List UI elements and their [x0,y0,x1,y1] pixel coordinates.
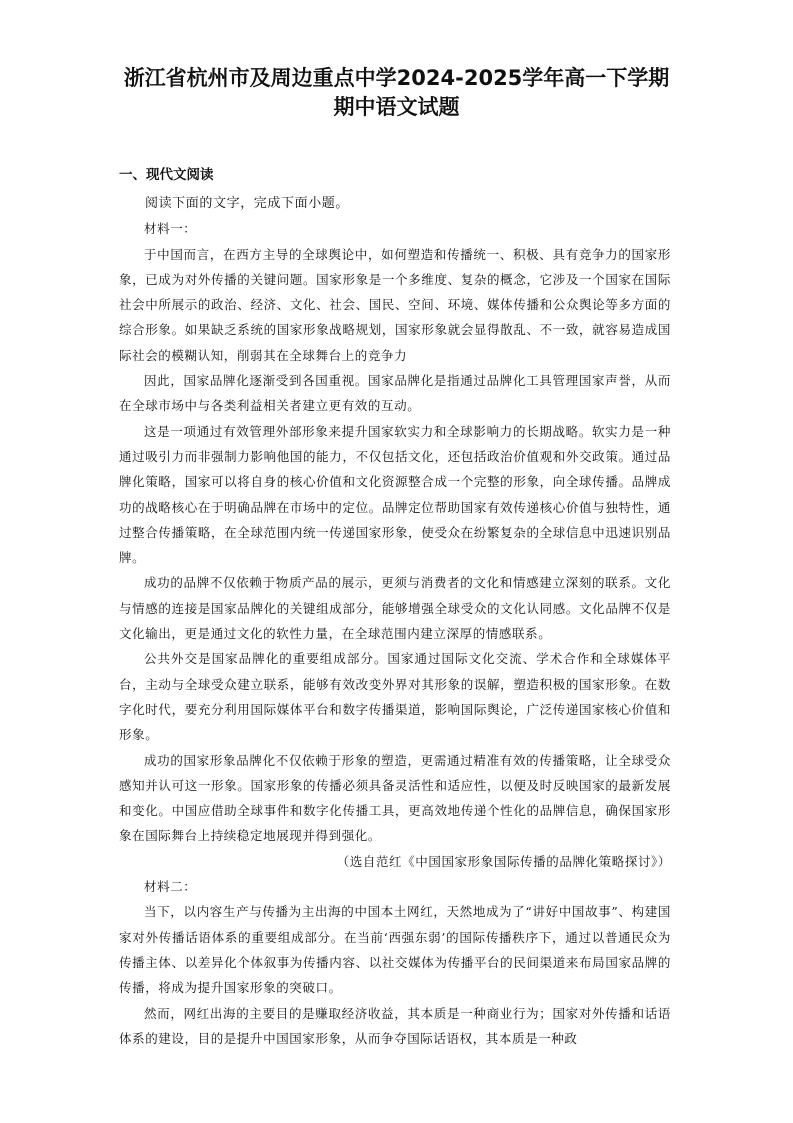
material-1-paragraph: 这是一项通过有效管理外部形象来提升国家软实力和全球影响力的长期战略。软实力是一种通过吸引力而非强制力影响他国的能力，不仅包括文化，还包括政治价值观和外交政策。通过品牌化策略，国家可以将自身的核心价值和文化资源整合成一个完整的形象，向全球传播。品牌成功的战略核心在于明确品牌在市场中的定位。品牌定位帮助国家有效传递核心价值与独特性，通过整合传播策略，在全球范围内统一传递国家形象，使受众在纷繁复杂的全球信息中迅速识别品牌。 [119,423,671,566]
material-2-label: 材料二： [144,879,197,895]
material-2-paragraph: 然而，网红出海的主要目的是赚取经济收益，其本质是一种商业行为；国家对外传播和话语体系的建设，目的是提升中国国家形象，从而争夺国际话语权，其本质是一种政 [119,1005,671,1046]
material-1-source: （选自范红《中国国家形象国际传播的品牌化策略探讨》） [336,853,671,869]
title-line-2: 期中语文试题 [333,95,460,119]
document-title [80,64,713,122]
section-heading: 一、现代文阅读 [119,167,214,183]
material-1-paragraph: 于中国而言，在西方主导的全球舆论中，如何塑造和传播统一、积极、具有竞争力的国家形象，已成为对外传播的关键问题。国家形象是一个多维度、复杂的概念，它涉及一个国家在国际社会中所展示的政治、经济、文化、社会、国民、空间、环境、媒体传播和公众舆论等多方面的综合形象。如果缺乏系统的国家形象战略规划，国家形象就会显得散乱、不一致，就容易造成国际社会的模糊认知，削弱其在全球舞台上的竞争力 [119,246,671,363]
title-line-1: 浙江省杭州市及周边重点中学2024-2025学年高一下学期 [123,66,670,90]
material-1-paragraph: 成功的国家形象品牌化不仅依赖于形象的塑造，更需通过精准有效的传播策略，让全球受众感知并认可这一形象。国家形象的传播必须具备灵活性和适应性，以便及时反映国家的最新发展和变化。中国应借助全球事件和数字化传播工具，更高效地传递个性化的品牌信息，确保国家形象在国际舞台上持续稳定地展现并得到强化。 [119,752,671,844]
material-2-paragraph: 当下，以内容生产与传播为主出海的中国本土网红，天然地成为了“讲好中国故事”、构建国家对外传播话语体系的重要组成部分。在当前‘西强东弱’的国际传播秩序下，通过以普通民众为传播主体、以差异化个体叙事为传播内容、以社交媒体为传播平台的民间渠道来布局国家品牌的传播，将成为提升国家形象的突破口。 [119,904,671,996]
reading-passage [119,191,671,1051]
material-1-paragraph: 公共外交是国家品牌化的重要组成部分。国家通过国际文化交流、学术合作和全球媒体平台，主动与全球受众建立联系，能够有效改变外界对其形象的误解，塑造积极的国家形象。在数字化时代，要充分利用国际媒体平台和数字传播渠道，影响国际舆论，广泛传递国家核心价值和形象。 [119,651,671,743]
instruction-text: 阅读下面的文字，完成下面小题。 [145,196,350,211]
material-1-label: 材料一： [144,221,197,237]
material-1-paragraph: 因此，国家品牌化逐渐受到各国重视。国家品牌化是指通过品牌化工具管理国家声誉，从而在全球市场中与各类利益相关者建立更有效的互动。 [119,373,671,414]
material-1-paragraph: 成功的品牌不仅依赖于物质产品的展示，更须与消费者的文化和情感建立深刻的联系。文化与情感的连接是国家品牌化的关键组成部分，能够增强全球受众的文化认同感。文化品牌不仅是文化输出，更是通过文化的软性力量，在全球范围内建立深厚的情感联系。 [119,575,671,642]
